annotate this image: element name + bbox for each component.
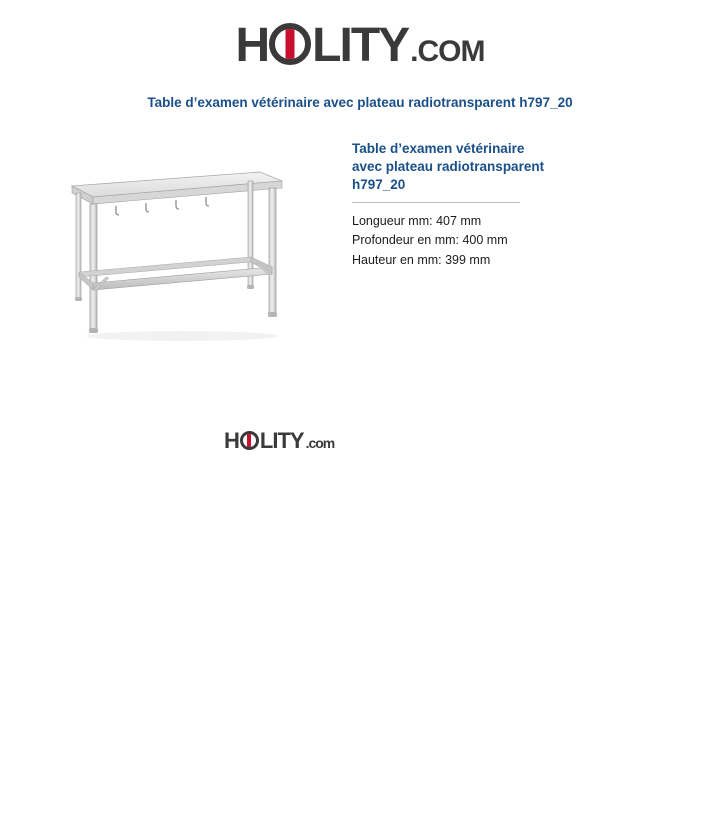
watermark-text-h: H	[224, 428, 239, 453]
spec-depth: Profondeur en mm: 400 mm	[352, 233, 508, 248]
product-title-line-2: avec plateau radiotransparent	[352, 158, 545, 174]
holity-logo[interactable]	[236, 18, 485, 73]
product-info	[352, 132, 720, 350]
watermark-logo	[224, 428, 334, 454]
content-area	[0, 132, 720, 350]
title-divider	[352, 202, 520, 203]
watermark-text-lity: LITY	[259, 428, 304, 453]
logo-suffix: .COM	[410, 35, 485, 68]
spec-length: Longueur mm: 407 mm	[352, 213, 482, 228]
logo-o-icon	[269, 23, 311, 65]
product-title-line-1: Table d’examen vétérinaire	[352, 141, 525, 156]
watermark-logo-container	[224, 428, 334, 454]
product-title	[352, 140, 680, 194]
logo-text-lity: LITY	[312, 19, 409, 72]
page-title: Table d’examen vétérinaire avec plateau radiotransparent h797_20	[147, 95, 573, 110]
watermark-suffix: .com	[305, 435, 335, 451]
logo-text-h: H	[235, 19, 269, 72]
watermark-o-icon	[240, 431, 259, 450]
header-logo-container	[0, 0, 720, 73]
spec-height: Hauteur en mm: 399 mm	[352, 252, 491, 267]
product-title-line-3: h797_20	[352, 176, 406, 192]
product-image	[46, 150, 306, 350]
product-image-container	[0, 132, 352, 350]
